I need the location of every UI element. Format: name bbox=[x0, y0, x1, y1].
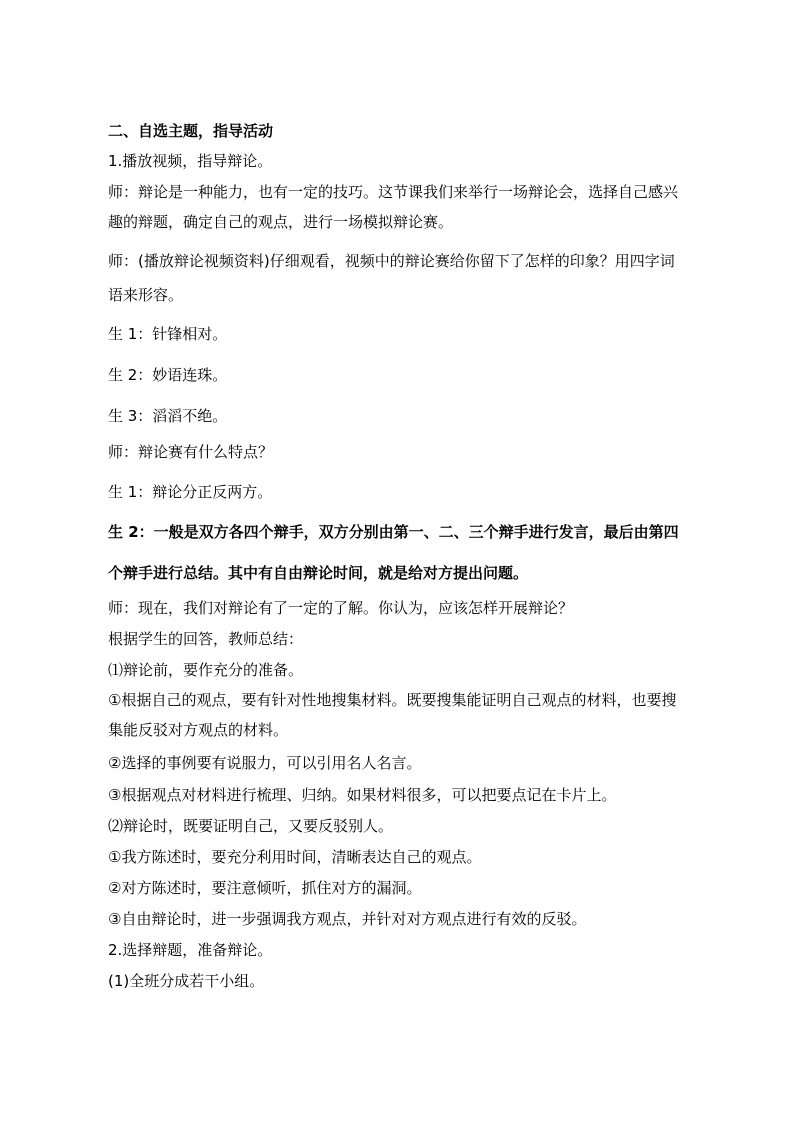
list-item: (1)全班分成若干小组。 bbox=[108, 972, 265, 990]
dialogue-line: 生 3：滔滔不绝。 bbox=[108, 407, 228, 425]
paragraph-line: 师：辩论是一种能力，也有一定的技巧。这节课我们来举行一场辩论会，选择自己感兴 bbox=[108, 183, 679, 201]
list-item: ②选择的事例要有说服力，可以引用名人名言。 bbox=[108, 754, 422, 772]
paragraph-line: 师：(播放辩论视频资料)仔细观看，视频中的辩论赛给你留下了怎样的印象？用四字词 bbox=[108, 252, 675, 270]
list-item: ⑴辩论前，要作充分的准备。 bbox=[108, 661, 304, 679]
list-item: 集能反驳对方观点的材料。 bbox=[108, 721, 289, 739]
list-item: ①根据自己的观点，要有针对性地搜集材料。既要搜集能证明自己观点的材料，也要搜 bbox=[108, 691, 677, 709]
dialogue-line: 生 1：针锋相对。 bbox=[108, 325, 228, 343]
dialogue-line: 师：辩论赛有什么特点？ bbox=[108, 443, 274, 461]
dialogue-line: 生 1：辩论分正反两方。 bbox=[108, 483, 273, 501]
dialogue-line: 生 2：一般是双方各四个辩手，双方分别由第一、二、三个辩手进行发言，最后由第四 bbox=[108, 523, 679, 541]
list-item: ③根据观点对材料进行梳理、归纳。如果材料很多，可以把要点记在卡片上。 bbox=[108, 786, 617, 804]
list-item: ③自由辩论时，进一步强调我方观点，并针对对方观点进行有效的反驳。 bbox=[108, 910, 587, 928]
list-item: ⑵辩论时，既要证明自己，又要反驳别人。 bbox=[108, 817, 394, 835]
paragraph-line: 师：现在，我们对辩论有了一定的了解。你认为，应该怎样开展辩论？ bbox=[108, 599, 574, 617]
list-item: ②对方陈述时，要注意倾听，抓住对方的漏洞。 bbox=[108, 879, 422, 897]
dialogue-line: 个辩手进行总结。其中有自由辩论时间，就是给对方提出问题。 bbox=[108, 564, 529, 582]
step-heading: 1.播放视频，指导辩论。 bbox=[108, 152, 273, 170]
paragraph-line: 语来形容。 bbox=[108, 286, 184, 304]
paragraph-line: 根据学生的回答，教师总结： bbox=[108, 630, 304, 648]
list-item: ①我方陈述时，要充分利用时间，清晰表达自己的观点。 bbox=[108, 848, 482, 866]
dialogue-line: 生 2：妙语连珠。 bbox=[108, 366, 228, 384]
section-heading: 二、自选主题，指导活动 bbox=[108, 122, 274, 140]
paragraph-line: 趣的辩题，确定自己的观点，进行一场模拟辩论赛。 bbox=[108, 213, 454, 231]
step-heading: 2.选择辩题，准备辩论。 bbox=[108, 941, 273, 959]
